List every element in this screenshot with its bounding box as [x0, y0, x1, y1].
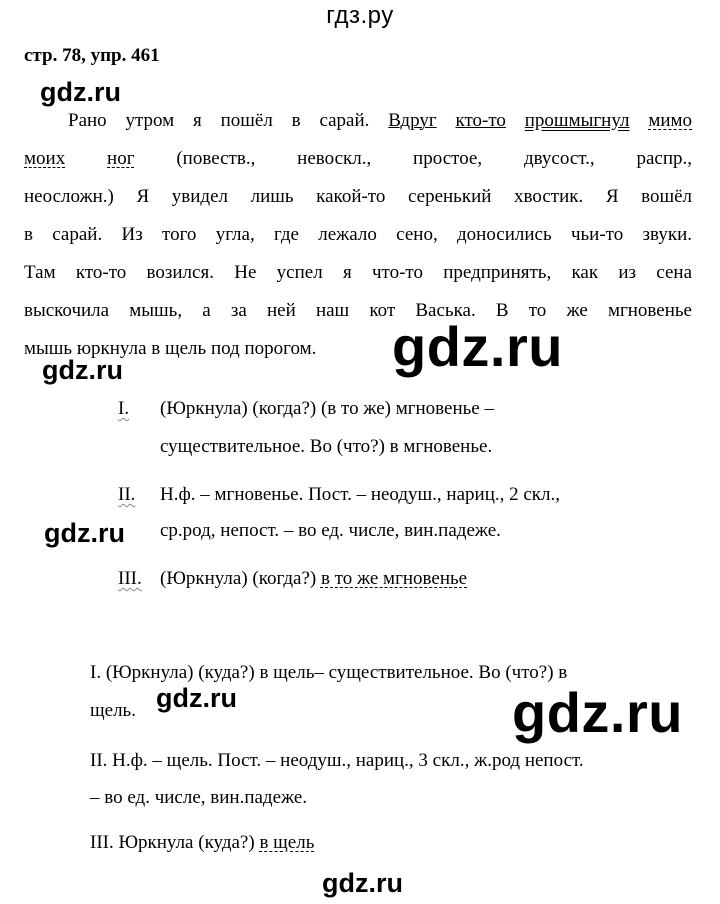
roman-numeral: I.: [118, 398, 130, 419]
watermark: gdz.ru: [44, 518, 125, 548]
underlined-phrase: в щель: [259, 832, 315, 853]
text-fragment: Рано утром я пошёл в сарай.: [68, 110, 389, 131]
adverbial-word: Вдруг: [388, 110, 437, 131]
parse-line: щель.: [90, 700, 136, 721]
site-header: гдз.ру: [326, 2, 394, 29]
parse-line: Н.ф. – мгновенье. Пост. – неодуш., нариц., 2 скл.,: [160, 484, 561, 505]
text-fragment: (повеств., невоскл., простое, двусост., распр.,: [176, 148, 693, 169]
page-title: стр. 78, упр. 461: [24, 45, 160, 66]
predicate-word: прошмыгнул: [524, 110, 630, 131]
text-line: [24, 110, 692, 132]
adverbial-word: моих: [24, 148, 66, 169]
text-fragment: (Юркнула) (когда?): [160, 568, 321, 589]
text-line: выскочила мышь, а за ней наш кот Васька. В то же мгновенье: [24, 300, 692, 321]
parse-line: ср.род, непост. – во ед. числе, вин.падеже.: [160, 520, 501, 541]
watermark: gdz.ru: [512, 681, 683, 744]
parse-line: I. (Юркнула) (куда?) в щель– существительное. Во (что?) в: [90, 662, 568, 683]
adverbial-word: мимо: [648, 110, 693, 131]
text-line: неосложн.) Я увидел лишь какой-то серенький хвостик. Я вошёл: [24, 186, 692, 207]
watermark: gdz.ru: [322, 868, 403, 898]
parse-line: существительное. Во (что?) в мгновенье.: [160, 436, 493, 457]
adverbial-word: ног: [107, 148, 135, 169]
watermark: gdz.ru: [156, 683, 237, 713]
parse-line: II. Н.ф. – щель. Пост. – неодуш., нариц., 3 скл., ж.род непост.: [90, 750, 584, 771]
watermark: gdz.ru: [40, 77, 121, 107]
text-line: [24, 148, 692, 170]
underlined-phrase: в то же мгновенье: [320, 568, 468, 589]
text-line: мышь юркнула в щель под порогом.: [24, 338, 317, 359]
text-line: в сарай. Из того угла, где лежало сено, доносились чьи-то звуки.: [24, 224, 692, 245]
parse-line: [160, 568, 467, 590]
parse-line: (Юркнула) (когда?) (в то же) мгновенье –: [160, 398, 494, 419]
text-fragment: III. Юркнула (куда?): [90, 832, 260, 853]
parse-line: [90, 832, 314, 854]
watermark: gdz.ru: [392, 315, 563, 378]
parse-line: – во ед. числе, вин.падеже.: [90, 787, 308, 808]
roman-numeral: III.: [118, 568, 142, 589]
text-line: Там кто-то возился. Не успел я что-то предпринять, как из сена: [24, 262, 692, 283]
roman-numeral: II.: [118, 484, 136, 505]
subject-word: кто-то: [455, 110, 506, 131]
watermark: gdz.ru: [42, 355, 123, 385]
